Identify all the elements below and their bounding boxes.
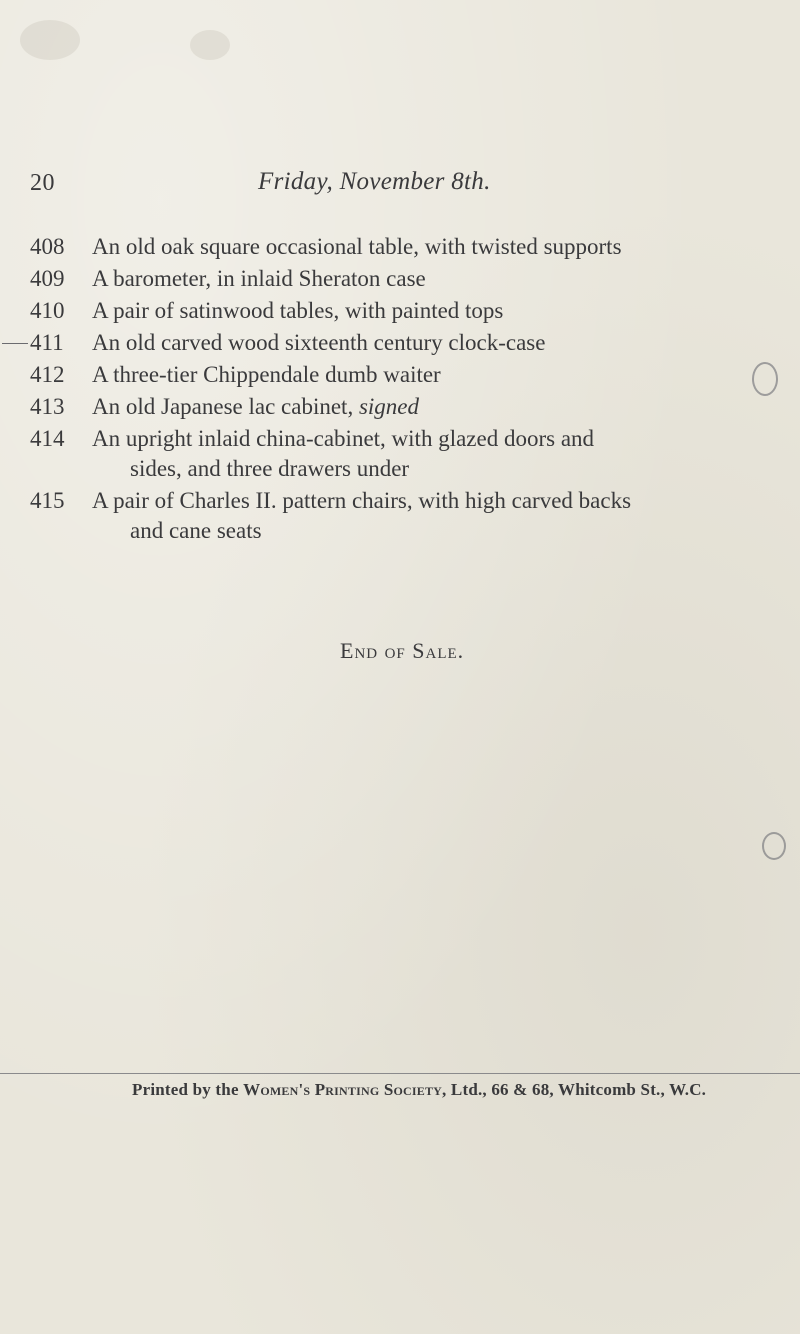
lot-description-continuation: and cane seats xyxy=(130,518,262,543)
lot-number: 408 xyxy=(30,234,65,259)
lot-item xyxy=(30,392,780,422)
lot-item xyxy=(30,328,780,358)
page-number: 20 xyxy=(30,170,55,196)
end-of-sale: End of Sale. xyxy=(340,638,465,663)
lot-number: 412 xyxy=(30,362,65,387)
paper-stain xyxy=(20,20,80,60)
lot-item xyxy=(30,296,780,326)
printer-address: , Ltd., 66 & 68, Whitcomb St., W.C. xyxy=(442,1080,707,1099)
lot-description: A pair of Charles II. pattern chairs, with high carved backs xyxy=(92,488,632,513)
lot-text-italic: signed xyxy=(358,394,420,419)
lot-description: A three-tier Chippendale dumb waiter xyxy=(92,362,441,387)
sale-day-heading: Friday, November 8th. xyxy=(258,168,491,195)
lot-description xyxy=(92,392,772,422)
lot-description: A barometer, in inlaid Sheraton case xyxy=(92,266,426,291)
lot-description: An old oak square occasional table, with twisted supports xyxy=(92,234,622,259)
paper-stain xyxy=(190,30,230,60)
lot-text: An old Japanese lac cabinet, xyxy=(92,394,359,419)
lot-list xyxy=(30,232,780,548)
lot-item xyxy=(30,360,780,390)
lot-item xyxy=(30,264,780,294)
lot-item xyxy=(30,424,780,484)
margin-pen-mark xyxy=(2,343,28,344)
lot-number: 414 xyxy=(30,426,65,451)
lot-item xyxy=(30,486,780,546)
lot-description: A pair of satinwood tables, with painted tops xyxy=(92,298,504,323)
footer-rule xyxy=(0,1073,800,1074)
lot-number: 415 xyxy=(30,488,65,513)
printer-name: Women's Printing Society xyxy=(243,1080,443,1099)
lot-description: An old carved wood sixteenth century clock-case xyxy=(92,330,546,355)
lot-number: 409 xyxy=(30,266,65,291)
lot-number: 410 xyxy=(30,298,65,323)
printer-prefix: Printed by the xyxy=(132,1080,244,1099)
lot-description: An upright inlaid china-cabinet, with glazed doors and xyxy=(92,426,595,451)
lot-description-continuation: sides, and three drawers under xyxy=(130,456,410,481)
pencil-mark xyxy=(762,832,786,860)
lot-number: 411 xyxy=(30,330,64,355)
lot-number: 413 xyxy=(30,394,65,419)
lot-item xyxy=(30,232,780,262)
printer-imprint xyxy=(132,1080,706,1100)
